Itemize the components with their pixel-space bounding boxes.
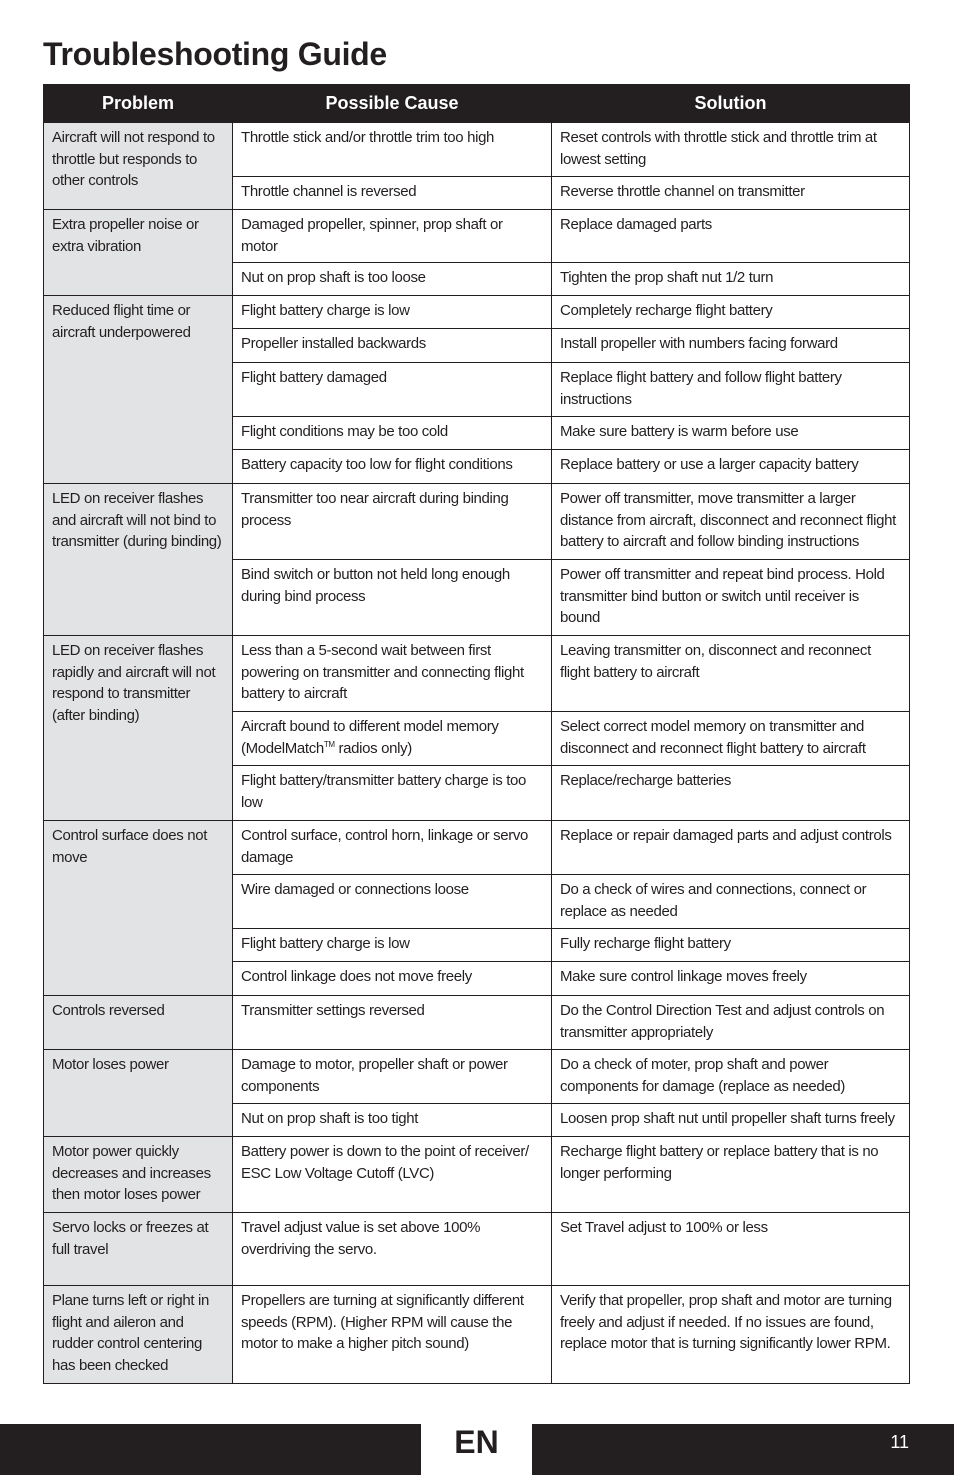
cause-text: radios only) (334, 739, 412, 757)
solution-cell: Make sure control linkage moves freely (552, 962, 910, 996)
cause-cell: Nut on prop shaft is too tight (233, 1104, 552, 1137)
problem-cell: Motor power quickly decreases and increases then motor loses power (44, 1137, 233, 1213)
cause-cell: Flight battery charge is low (233, 929, 552, 962)
troubleshooting-table (43, 84, 910, 1384)
cause-cell: Throttle stick and/or throttle trim too high (233, 123, 552, 177)
cause-cell: Throttle channel is reversed (233, 177, 552, 210)
column-header-possible-cause: Possible Cause (233, 85, 552, 123)
table-body (44, 123, 910, 1384)
language-label: EN (454, 1424, 499, 1460)
footer-bar-left (0, 1424, 421, 1475)
solution-cell: Loosen prop shaft nut until propeller shaft turns freely (552, 1104, 910, 1137)
problem-cell: Reduced flight time or aircraft underpowered (44, 296, 233, 484)
cause-cell: Flight battery charge is low (233, 296, 552, 329)
cause-cell: Battery capacity too low for flight conditions (233, 450, 552, 484)
cause-cell: Control linkage does not move freely (233, 962, 552, 996)
table-row (44, 636, 910, 712)
solution-cell: Leaving transmitter on, disconnect and reconnect flight battery to aircraft (552, 636, 910, 712)
cause-cell: Flight conditions may be too cold (233, 417, 552, 450)
solution-cell: Select correct model memory on transmitter and disconnect and reconnect flight battery to aircraft (552, 712, 910, 766)
solution-cell: Replace/recharge batteries (552, 766, 910, 821)
solution-cell: Set Travel adjust to 100% or less (552, 1213, 910, 1286)
cause-cell: Damage to motor, propeller shaft or power components (233, 1050, 552, 1104)
table-row (44, 821, 910, 875)
page-number: 11 (890, 1432, 909, 1452)
cause-cell (233, 712, 552, 766)
cause-cell: Propeller installed backwards (233, 329, 552, 363)
problem-cell: LED on receiver flashes and aircraft will not bind to transmitter (during binding) (44, 484, 233, 636)
trademark-sup: TM (323, 739, 335, 749)
solution-cell: Recharge flight battery or replace battery that is no longer performing (552, 1137, 910, 1213)
problem-cell: Aircraft will not respond to throttle but responds to other controls (44, 123, 233, 210)
table-row (44, 1137, 910, 1213)
cause-cell: Less than a 5-second wait between first powering on transmitter and connecting flight battery to aircraft (233, 636, 552, 712)
problem-cell: Control surface does not move (44, 821, 233, 996)
cause-text: Aircraft bound to different model memory (ModelMatch (241, 718, 499, 757)
problem-cell: Controls reversed (44, 996, 233, 1050)
solution-cell: Replace damaged parts (552, 210, 910, 263)
table-row (44, 996, 910, 1050)
solution-cell: Make sure battery is warm before use (552, 417, 910, 450)
table-row (44, 1050, 910, 1104)
solution-cell: Replace battery or use a larger capacity battery (552, 450, 910, 484)
column-header-solution: Solution (552, 85, 910, 123)
cause-cell: Control surface, control horn, linkage or servo damage (233, 821, 552, 875)
solution-cell: Do a check of moter, prop shaft and power components for damage (replace as needed) (552, 1050, 910, 1104)
cause-cell: Bind switch or button not held long enough during bind process (233, 560, 552, 636)
problem-cell: Motor loses power (44, 1050, 233, 1137)
column-header-problem: Problem (44, 85, 233, 123)
cause-cell: Flight battery damaged (233, 363, 552, 417)
cause-cell: Transmitter too near aircraft during binding process (233, 484, 552, 560)
solution-cell: Power off transmitter, move transmitter a larger distance from aircraft, disconnect and reconnect flight battery to aircraft and follow binding instructions (552, 484, 910, 560)
cause-cell: Flight battery/transmitter battery charge is too low (233, 766, 552, 821)
page-title: Troubleshooting Guide (43, 36, 387, 72)
table-row (44, 484, 910, 560)
table-row (44, 210, 910, 263)
problem-cell: Plane turns left or right in flight and aileron and rudder control centering has been checked (44, 1286, 233, 1384)
solution-cell: Replace or repair damaged parts and adjust controls (552, 821, 910, 875)
solution-cell: Fully recharge flight battery (552, 929, 910, 962)
solution-cell: Reset controls with throttle stick and throttle trim at lowest setting (552, 123, 910, 177)
table-header-row (44, 85, 910, 123)
problem-cell: Extra propeller noise or extra vibration (44, 210, 233, 296)
solution-cell: Completely recharge flight battery (552, 296, 910, 329)
solution-cell: Power off transmitter and repeat bind process. Hold transmitter bind button or switch until receiver is bound (552, 560, 910, 636)
cause-cell: Propellers are turning at significantly different speeds (RPM). (Higher RPM will cause the motor to make a higher pitch sound) (233, 1286, 552, 1384)
problem-cell: Servo locks or freezes at full travel (44, 1213, 233, 1286)
cause-cell: Travel adjust value is set above 100% overdriving the servo. (233, 1213, 552, 1286)
solution-cell: Tighten the prop shaft nut 1/2 turn (552, 263, 910, 296)
problem-cell: LED on receiver flashes rapidly and aircraft will not respond to transmitter (after binding) (44, 636, 233, 821)
table-row (44, 1213, 910, 1286)
cause-cell: Battery power is down to the point of receiver/ ESC Low Voltage Cutoff (LVC) (233, 1137, 552, 1213)
cause-cell: Wire damaged or connections loose (233, 875, 552, 929)
cause-cell: Damaged propeller, spinner, prop shaft or motor (233, 210, 552, 263)
solution-cell: Verify that propeller, prop shaft and motor are turning freely and adjust if needed. If no issues are found, replace motor that is turning significantly lower RPM. (552, 1286, 910, 1384)
solution-cell: Replace flight battery and follow flight battery instructions (552, 363, 910, 417)
cause-cell: Nut on prop shaft is too loose (233, 263, 552, 296)
cause-cell: Transmitter settings reversed (233, 996, 552, 1050)
table-row (44, 1286, 910, 1384)
table-row (44, 123, 910, 177)
solution-cell: Do a check of wires and connections, connect or replace as needed (552, 875, 910, 929)
table-row (44, 296, 910, 329)
solution-cell: Do the Control Direction Test and adjust controls on transmitter appropriately (552, 996, 910, 1050)
solution-cell: Reverse throttle channel on transmitter (552, 177, 910, 210)
solution-cell: Install propeller with numbers facing forward (552, 329, 910, 363)
